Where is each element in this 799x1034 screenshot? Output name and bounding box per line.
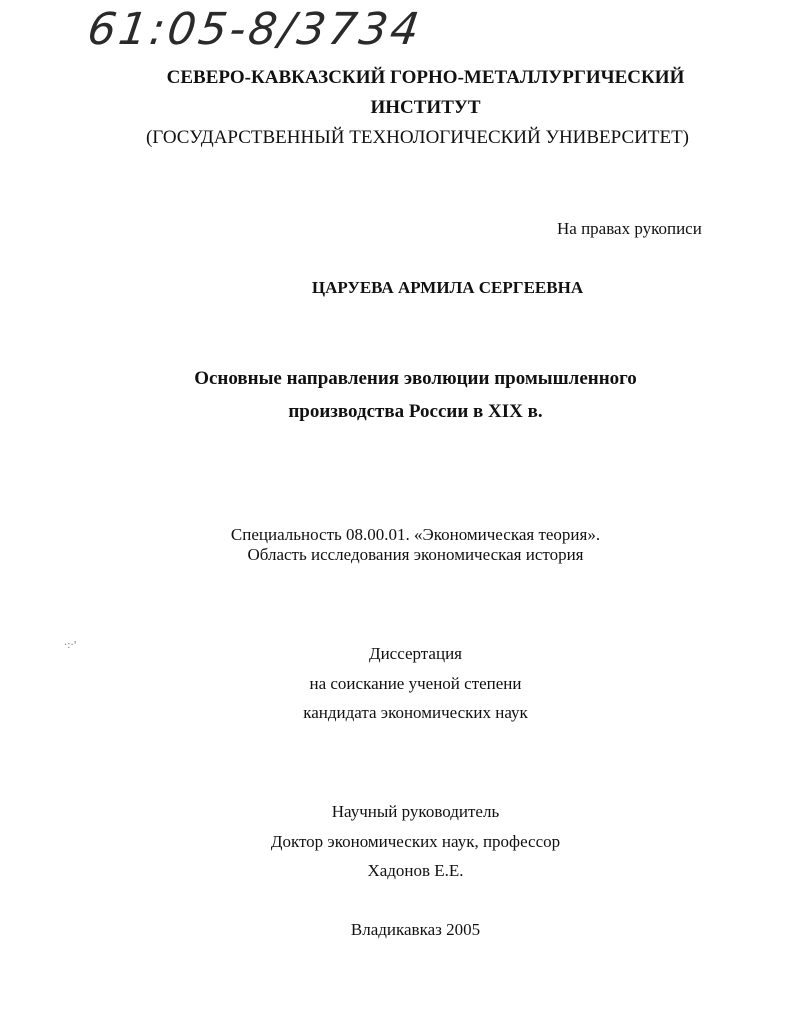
supervisor-degree: Доктор экономических наук, профессор [270, 832, 561, 851]
scan-speck-mark: ·:·' [64, 640, 77, 651]
dissertation-title-line2: производства России в XIX в. [288, 401, 543, 422]
degree-line: на соискание ученой степени [309, 674, 522, 693]
research-area-line: Область исследования экономическая история [247, 545, 584, 564]
manuscript-rights-note: На правах рукописи [557, 219, 702, 238]
city-year: Владикавказ 2005 [350, 920, 481, 939]
institution-name-line3: (ГОСУДАРСТВЕННЫЙ ТЕХНОЛОГИЧЕСКИЙ УНИВЕРСИТЕТ) [145, 127, 689, 148]
institution-name-line2: ИНСТИТУТ [370, 97, 481, 118]
supervisor-label: Научный руководитель [331, 802, 500, 821]
degree-field-line: кандидата экономических наук [303, 703, 528, 722]
institution-name-line1: СЕВЕРО-КАВКАЗСКИЙ ГОРНО-МЕТАЛЛУРГИЧЕСКИЙ [166, 67, 685, 88]
dissertation-title-line1: Основные направления эволюции промышленного [194, 368, 637, 389]
archive-number-handwritten: 61:05-8/3734 [84, 4, 426, 55]
supervisor-name: Хадонов Е.Е. [367, 861, 464, 880]
specialty-line: Специальность 08.00.01. «Экономическая теория». [230, 525, 601, 544]
author-name: ЦАРУЕВА АРМИЛА СЕРГЕЕВНА [311, 278, 584, 297]
dissertation-label: Диссертация [368, 644, 462, 663]
